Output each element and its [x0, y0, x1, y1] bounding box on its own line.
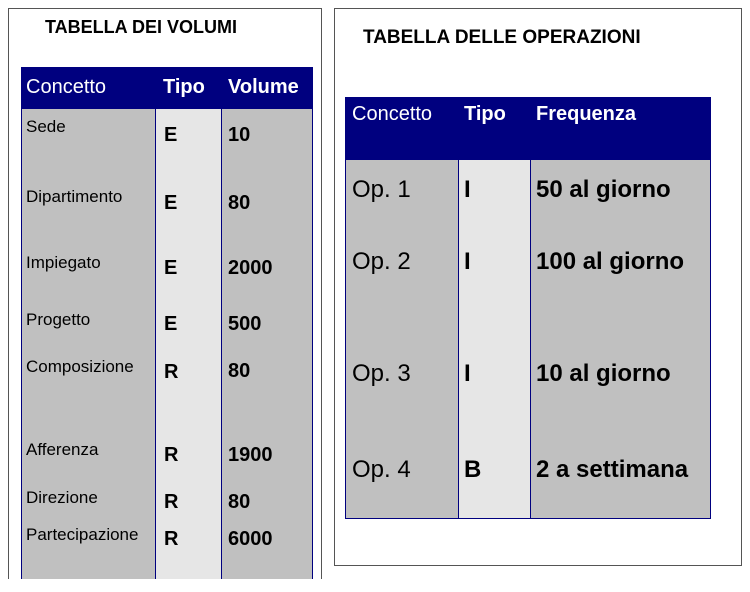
volumes-panel	[8, 8, 322, 579]
table-row-volume: 2000	[228, 257, 273, 279]
table-row-frequenza: 50 al giorno	[536, 176, 671, 203]
table-row-frequenza: 100 al giorno	[536, 248, 685, 275]
operations-header-frequenza: Frequenza	[536, 103, 637, 125]
table-row-volume: 6000	[228, 528, 273, 550]
table-row-frequenza: 2 a settimana	[536, 456, 689, 483]
table-row-tipo: E	[164, 313, 178, 335]
operations-header-concetto: Concetto	[352, 103, 433, 125]
table-row-tipo: E	[164, 124, 178, 146]
table-row-tipo: R	[164, 491, 179, 513]
table-row-concetto: Op. 4	[352, 456, 411, 483]
table-row-tipo: I	[464, 176, 471, 203]
table-row-concetto: Dipartimento	[26, 187, 123, 206]
table-row-concetto: Partecipazione	[26, 525, 139, 544]
table-row-tipo: E	[164, 192, 178, 214]
table-row-volume: 1900	[228, 444, 273, 466]
volumes-header-tipo: Tipo	[163, 76, 205, 98]
table-row-volume: 80	[228, 360, 251, 382]
table-row-tipo: B	[464, 456, 482, 483]
operations-header-row	[346, 98, 710, 160]
volumes-header-volume: Volume	[228, 76, 299, 98]
table-row-tipo: R	[164, 361, 179, 383]
table-row-frequenza: 10 al giorno	[536, 360, 671, 387]
operations-table	[345, 97, 711, 519]
table-row-volume: 10	[228, 124, 251, 146]
table-row-concetto: Direzione	[26, 488, 98, 507]
operations-header-tipo: Tipo	[464, 103, 506, 125]
table-row-tipo: I	[464, 248, 471, 275]
volumes-table	[21, 67, 313, 579]
volumes-title: TABELLA DEI VOLUMI	[45, 17, 237, 37]
table-row-volume: 500	[228, 313, 262, 335]
table-row-volume: 80	[228, 192, 251, 214]
table-row-concetto: Op. 1	[352, 176, 411, 203]
table-row-concetto: Impiegato	[26, 253, 101, 272]
table-row-concetto: Composizione	[26, 357, 134, 376]
table-row-tipo: R	[164, 444, 179, 466]
table-row-concetto: Afferenza	[26, 440, 99, 459]
operations-title: TABELLA DELLE OPERAZIONI	[363, 27, 641, 48]
table-row-concetto: Op. 2	[352, 248, 411, 275]
table-row-concetto: Op. 3	[352, 360, 411, 387]
operations-panel	[334, 8, 742, 566]
table-row-concetto: Progetto	[26, 310, 91, 329]
table-row-tipo: I	[464, 360, 471, 387]
volumes-header-row	[22, 67, 312, 109]
table-row-concetto: Sede	[26, 117, 66, 136]
table-row-tipo: R	[164, 528, 179, 550]
table-row-tipo: E	[164, 257, 178, 279]
volumes-header-concetto: Concetto	[26, 76, 107, 98]
table-row-volume: 80	[228, 491, 251, 513]
